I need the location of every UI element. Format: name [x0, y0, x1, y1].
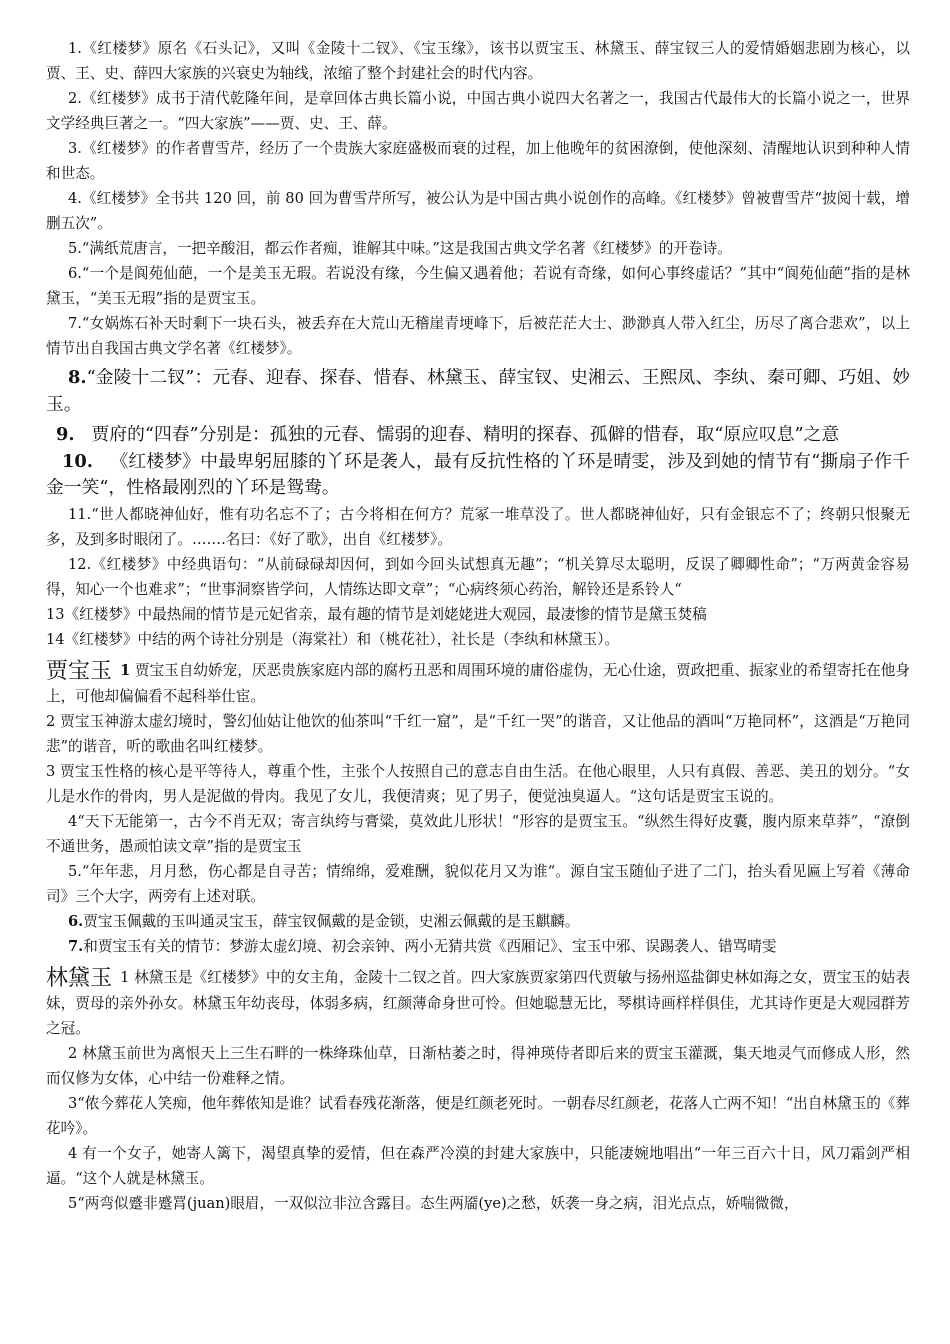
item-1: 1.《红楼梦》原名《石头记》，又叫《金陵十二钗》、《宝玉缘》，该书以贾宝玉、林黛玉、薛宝钗三人的爱情婚姻悲剧为核心，以贾、王、史、薛四大家族的兴衰史为轴线，浓缩了整个封建社会的时代内容。 [46, 40, 910, 82]
baoyu-para-1-number: 1 [120, 661, 131, 679]
item-8-text: “金陵十二钗”：元春、迎春、探春、惜春、林黛玉、薛宝钗、史湘云、王熙凤、李纨、秦可卿、巧姐、妙玉。 [46, 367, 910, 415]
baoyu-para-1-text: 贾宝玉自幼娇宠，厌恶贵族家庭内部的腐朽丑恶和周围环境的庸俗虚伪，无心仕途，贾政把重、振家业的希望寄托在他身上，可他却偏偏看不起科举仕宦。 [46, 661, 910, 705]
baoyu-para-6-number: 6. [68, 912, 84, 930]
item-8-number: 8. [68, 367, 87, 388]
item-9 [46, 422, 910, 449]
daiyu-para-1 [46, 965, 910, 1041]
item-9-number: 9. [56, 424, 75, 445]
baoyu-para-6 [46, 909, 910, 934]
item-13: 13《红楼梦》中最热闹的情节是元妃省亲，最有趣的情节是刘姥姥进大观园，最凄惨的情节是黛玉焚稿 [46, 605, 707, 623]
daiyu-para-1-text: 1 林黛玉是《红楼梦》中的女主角，金陵十二钗之首。四大家族贾家第四代贾敏与扬州巡盐御史林如海之女，贾宝玉的姑表妹，贾母的亲外孙女。林黛玉年幼丧母，体弱多病，红颜薄命身世可怜。但她聪慧无比，琴棋诗画样样俱佳，尤其诗作更是大观园群芳之冠。 [46, 968, 910, 1037]
baoyu-para-6-text: 贾宝玉佩戴的玉叫通灵宝玉，薛宝钗佩戴的是金锁，史湘云佩戴的是玉麒麟。 [83, 912, 580, 930]
item-8 [46, 365, 910, 418]
baoyu-para-5: 5.“年年悲，月月愁，伤心都是自寻苦；情绵绵，爱难酬，貌似花月又为谁“。源自宝玉随仙子进了二门，抬头看见匾上写着《薄命司》三个大字，两旁有上述对联。 [46, 862, 910, 905]
item-10 [46, 449, 910, 502]
item-4: 4.《红楼梦》全书共 120 回，前 80 回为曹雪芹所写，被公认为是中国古典小说创作的高峰。《红楼梦》曾被曹雪芹“披阅十载，增删五次”。 [46, 190, 910, 232]
baoyu-para-2: 2 贾宝玉神游太虚幻境时，警幻仙姑让他饮的仙茶叫“千红一窟”，是“千红一哭”的谐音，又让他品的酒叫“万艳同杯”，这酒是“万艳同悲”的谐音，听的歌曲名叫红楼梦。 [46, 712, 910, 755]
item-14: 14《红楼梦》中结的两个诗社分别是（海棠社）和（桃花社），社长是（李纨和林黛玉）。 [46, 630, 620, 648]
daiyu-para-4: 4 有一个女子，她寄人篱下，渴望真挚的爱情，但在森严冷漠的封建大家族中，只能凄婉地唱出“一年三百六十日，风刀霜剑严相逼。“这个人就是林黛玉。 [46, 1144, 910, 1187]
daiyu-para-2: 2 林黛玉前世为离恨天上三生石畔的一株绛珠仙草，日渐枯萎之时，得神瑛侍者即后来的贾宝玉灌溉，集天地灵气而修成人形，然而仅修为女体，心中结一份难释之情。 [46, 1044, 910, 1087]
baoyu-para-7 [46, 934, 910, 959]
baoyu-para-3: 3 贾宝玉性格的核心是平等待人，尊重个性，主张个人按照自己的意志自由生活。在他心眼里，人只有真假、善恶、美丑的划分。“女儿是水作的骨肉，男人是泥做的骨肉。我见了女儿，我便清爽；见了男子，便觉浊臭逼人。“这句话是贾宝玉说的。 [46, 762, 910, 805]
item-9-text: 贾府的“四春”分别是：孤独的元春、懦弱的迎春、精明的探春、孤僻的惜春，取“原应叹息”之意 [91, 424, 840, 445]
baoyu-para-4: 4“天下无能第一，古今不肖无双；寄言纨绔与膏粱，莫效此儿形状！“形容的是贾宝玉。“纵然生得好皮囊，腹内原来草莽”，“潦倒不通世务，愚顽怕读文章”指的是贾宝玉 [46, 812, 910, 855]
baoyu-heading: 贾宝玉 [46, 658, 113, 684]
baoyu-para-7-number: 7. [68, 937, 84, 955]
item-10-text: 《红楼梦》中最卑躬屈膝的丫环是袭人，最有反抗性格的丫环是晴雯，涉及到她的情节有“撕扇子作千金一笑“，性格最刚烈的丫环是鸳鸯。 [46, 450, 910, 498]
daiyu-heading: 林黛玉 [46, 965, 113, 991]
baoyu-para-7-text: 和贾宝玉有关的情节：梦游太虚幻境、初会亲钟、两小无猜共赏《西厢记》、宝玉中邪、误踢袭人、错骂晴雯 [83, 937, 777, 955]
item-6: 6.“一个是阆苑仙葩，一个是美玉无瑕。若说没有缘，今生偏又遇着他；若说有奇缘，如何心事终虚话？”其中“阆苑仙葩”指的是林黛玉，“美玉无瑕”指的是贾宝玉。 [46, 265, 910, 307]
daiyu-para-3: 3“侬今葬花人笑痴，他年葬侬知是谁？试看春残花渐落，便是红颜老死时。一朝春尽红颜老，花落人亡两不知！“出自林黛玉的《葬花吟》。 [46, 1094, 910, 1137]
item-12: 12.《红楼梦》中经典语句：“从前碌碌却因何，到如今回头试想真无趣”；“机关算尽太聪明，反误了卿卿性命”；“万两黄金容易得，知心一个也难求”；“世事洞察皆学问，人情练达即文章”；“心病终须心药治，解铃还是系铃人“ [46, 555, 910, 598]
item-11: 11.“世人都晓神仙好，惟有功名忘不了；古今将相在何方？荒冢一堆草没了。世人都晓神仙好，只有金银忘不了；终朝只恨聚无多，及到多时眼闭了。…….名曰：《好了歌》，出自《红楼梦》。 [46, 505, 910, 548]
document-page [46, 36, 910, 1216]
item-2: 2.《红楼梦》成书于清代乾隆年间，是章回体古典长篇小说，中国古典小说四大名著之一，我国古代最伟大的长篇小说之一，世界文学经典巨著之一。“四大家族”——贾、史、王、薛。 [46, 90, 910, 132]
item-3: 3.《红楼梦》的作者曹雪芹，经历了一个贵族大家庭盛极而衰的过程，加上他晚年的贫困潦倒，使他深刻、清醒地认识到种种人情和世态。 [46, 140, 910, 182]
daiyu-para-5: 5“两弯似蹙非蹙罥(juan)眼眉，一双似泣非泣含露目。态生两靥(ye)之愁，妖袭一身之病，泪光点点，娇喘微微， [68, 1194, 799, 1212]
item-5: 5.“满纸荒唐言，一把辛酸泪，都云作者痴，谁解其中味。”这是我国古典文学名著《红楼梦》的开卷诗。 [68, 240, 732, 257]
baoyu-para-1 [46, 658, 910, 709]
item-10-number: 10. [62, 450, 93, 472]
item-7: 7.“女娲炼石补天时剩下一块石头，被丢弃在大荒山无稽崖青埂峰下，后被茫茫大士、渺渺真人带入红尘，历尽了离合悲欢”，以上情节出自我国古典文学名著《红楼梦》。 [46, 315, 910, 357]
